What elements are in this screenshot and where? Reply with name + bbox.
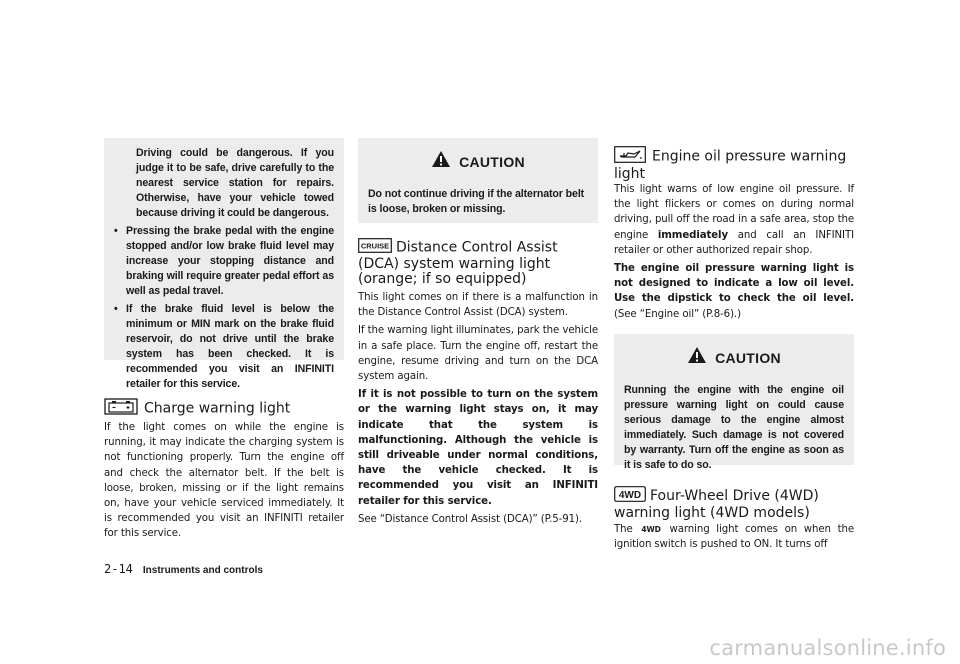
warning-bullet: [114, 302, 334, 392]
charge-heading: [104, 398, 344, 419]
oil-heading: [614, 146, 854, 182]
4wd-inline-icon: 4WD: [641, 525, 661, 534]
cruise-icon: [358, 238, 392, 257]
oil-text-a: This light warns of low engine oil pressure. If the light flickers or comes on during normal driving, pull off the road in a safe area, stop the engine: [614, 184, 854, 241]
fwd-text-a: The: [614, 524, 640, 535]
charge-body: If the light comes on while the engine is running, it may indicate the charging system is not functioning properly. Turn the engine off and check the alternator belt. If the belt is loose, broken, missing or if the light remains on, have your vehicle serviced immediately. It is recommended you visit an INFINITI retailer for this service.: [104, 422, 344, 540]
dca-heading-text: Distance Control Assist (DCA) system warning light (orange; if so equipped): [358, 239, 558, 287]
warning-bullet-text: If the brake fluid level is below the minimum or MIN mark on the brake fluid reservoir, do not drive until the brake system has been checked. It is recommended you visit an INFINITI retailer for this service.: [126, 303, 334, 390]
caution-label: CAUTION: [715, 349, 781, 366]
charge-heading-text: Charge warning light: [144, 400, 291, 417]
oil-heading-text: Engine oil pressure warning light: [614, 148, 847, 182]
oil-body: [614, 182, 854, 322]
4wd-icon: [614, 486, 646, 506]
watermark: carmanualsonline.info: [709, 636, 946, 660]
bullet-dot-icon: •: [114, 303, 118, 315]
oil-see-reference: (See “Engine oil” (P.8-6).): [614, 308, 741, 320]
dca-heading: [358, 238, 598, 287]
oil-paragraph-1: [614, 182, 854, 258]
warning-bullet-text: Pressing the brake pedal with the engine stopped and/or low brake fluid level may increase your stopping distance and braking will require greater pedal effort as well as pedal travel.: [126, 225, 334, 297]
dca-paragraph-2: If the warning light illuminates, park the vehicle in a safe place. Turn the engine off, restart the engine, resume driving and turn on the DCA system again.: [358, 325, 598, 383]
warning-triangle-icon: [687, 346, 707, 369]
oil-text-bold: immediately: [657, 229, 728, 241]
dca-paragraph-bold: If it is not possible to turn on the system or the warning light stays on, it may indicate that the system is malfunctioning. Although the vehicle is still driveable under normal conditions, have the vehicle checked. It is recommended you visit an INFINITI retailer for this service.: [358, 389, 598, 507]
oil-caution-text: Running the engine with the engine oil pressure warning light on could cause serious damage to the engine almost immediately. Such damage is not covered by warranty. Turn off the engine as soon as it is safe to do so.: [624, 384, 844, 471]
oil-paragraph-2: [614, 261, 854, 322]
oil-bold-text: The engine oil pressure warning light is not designed to indicate a low oil level. Use the dipstick to check the oil level.: [614, 263, 854, 305]
battery-icon: [104, 398, 138, 419]
dca-paragraph-1: This light comes on if there is a malfunction in the Distance Control Assist (DCA) system.: [358, 292, 598, 319]
cruise-icon-label: CRUISE: [360, 241, 390, 251]
fwd-heading-text: Four-Wheel Drive (4WD) warning light (4WD models): [614, 488, 819, 521]
warning-triangle-icon: [431, 150, 451, 173]
warning-box: [104, 138, 344, 390]
caution-header: [624, 346, 844, 369]
section-title: Instruments and controls: [142, 565, 263, 576]
warning-bullet: [114, 224, 334, 299]
caution-box: [358, 138, 598, 223]
page-footer: [104, 562, 263, 576]
fwd-body: [614, 522, 854, 552]
fwd-text-b: warning light comes on when the ignition switch is pushed to ON. It turns off: [614, 524, 855, 551]
dca-see-reference: See “Distance Control Assist (DCA)” (P.5-91).: [358, 513, 583, 525]
oil-text-b: and call an INFINITI retailer or other authorized repair shop.: [614, 229, 854, 256]
fwd-heading: [614, 486, 854, 521]
warning-intro: Driving could be dangerous. If you judge it to be safe, drive carefully to the nearest service station for repairs. Otherwise, have your vehicle towed because driving it could be dangerous.: [136, 147, 334, 219]
caution-text: Do not continue driving if the alternator belt is loose, broken or missing.: [368, 188, 585, 215]
oil-caution-box: [614, 334, 854, 471]
bullet-dot-icon: •: [114, 225, 118, 237]
4wd-icon-label: 4WD: [618, 489, 642, 501]
oil-can-icon: [614, 146, 646, 167]
caution-header: [368, 150, 588, 173]
page-number: 2-14: [104, 562, 133, 576]
dca-body: [358, 290, 598, 527]
caution-label: CAUTION: [459, 153, 525, 170]
